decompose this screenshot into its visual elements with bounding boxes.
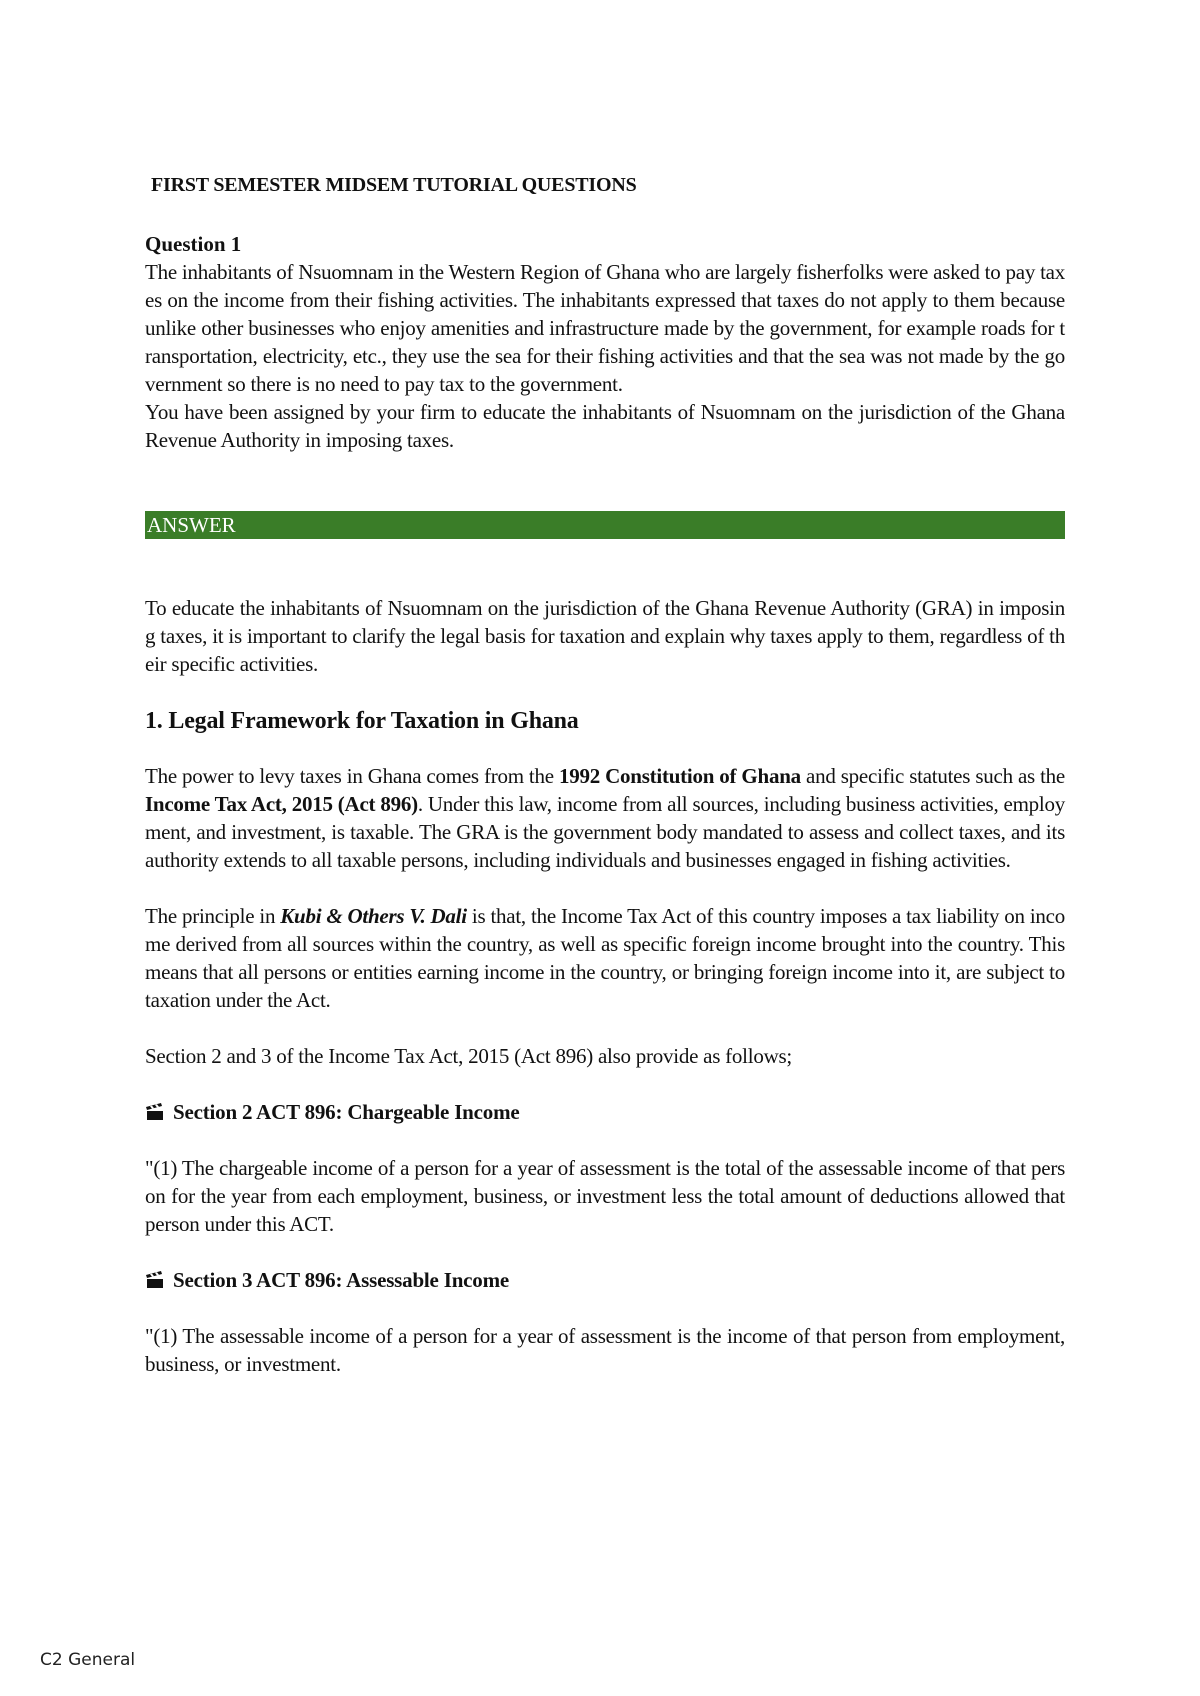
case-name: Kubi & Others V. Dali	[280, 904, 467, 928]
clapperboard-icon	[145, 1270, 165, 1290]
section-2-heading	[145, 1098, 1065, 1126]
section-3-heading	[145, 1266, 1065, 1294]
income-tax-act-reference: Income Tax Act, 2015 (Act 896)	[145, 792, 418, 816]
section-2-heading-text: Section 2 ACT 896: Chargeable Income	[173, 1100, 520, 1124]
case-principle-paragraph	[145, 902, 1065, 1014]
text-run: The power to levy taxes in Ghana comes from the	[145, 764, 559, 788]
document-title: FIRST SEMESTER MIDSEM TUTORIAL QUESTIONS	[151, 174, 637, 196]
answer-body	[145, 594, 1065, 1406]
question-assignment-paragraph: You have been assigned by your firm to educate the inhabitants of Nsuomnam on the jurisdiction of the Ghana Revenue Authority in imposing taxes.	[145, 400, 1065, 452]
question-paragraph: The inhabitants of Nsuomnam in the Western Region of Ghana who are largely fisherfolks were asked to pay taxes on the income from their fishing activities. The inhabitants expressed that taxes do not apply to them because unlike other businesses who enjoy amenities and infrastructure made by the government, for example roads for transportation, electricity, etc., they use the sea for their fishing activities and that the sea was not made by the government so there is no need to pay tax to the government.	[145, 260, 1065, 396]
text-run: . Under this law, income from all sources, including business activities, employment, and investment, is taxable. The GRA is the government body mandated to assess and collect taxes, and its authority extends to all taxable persons, including individuals and businesses engaged in fishing activities.	[145, 792, 1066, 872]
text-run: The principle in	[145, 904, 281, 928]
section-3-text: "(1) The assessable income of a person for a year of assessment is the income of that person from employment, business, or investment.	[145, 1324, 1065, 1376]
clapperboard-icon	[145, 1102, 165, 1122]
legal-framework-paragraph	[145, 762, 1065, 874]
section-2-text: "(1) The chargeable income of a person for a year of assessment is the total of the assessable income of that person for the year from each employment, business, or investment less the total amount of deductions allowed that person under this ACT.	[145, 1156, 1065, 1236]
question-block	[145, 230, 1065, 454]
sections-intro-paragraph: Section 2 and 3 of the Income Tax Act, 2015 (Act 896) also provide as follows;	[145, 1044, 793, 1068]
text-run: and specific statutes such as the	[800, 764, 1066, 788]
text-run: is that, the Income Tax Act of this country imposes a tax liability on income derived from all sources within the country, as well as specific foreign income brought into the country. This means that all persons or entities earning income in the country, or bringing foreign income into it, are subject to taxation under the Act.	[145, 904, 1065, 1012]
question-heading: Question 1	[145, 232, 242, 256]
classification-footer: C2 General	[40, 1650, 136, 1670]
answer-banner: ANSWER	[145, 511, 1065, 539]
constitution-reference: 1992 Constitution of Ghana	[558, 764, 801, 788]
section-3-heading-text: Section 3 ACT 896: Assessable Income	[173, 1268, 510, 1292]
section-heading-legal-framework: 1. Legal Framework for Taxation in Ghana	[145, 708, 579, 734]
answer-intro-paragraph: To educate the inhabitants of Nsuomnam on the jurisdiction of the Ghana Revenue Authority (GRA) in imposing taxes, it is important to clarify the legal basis for taxation and explain why taxes apply to them, regardless of their specific activities.	[145, 596, 1065, 676]
